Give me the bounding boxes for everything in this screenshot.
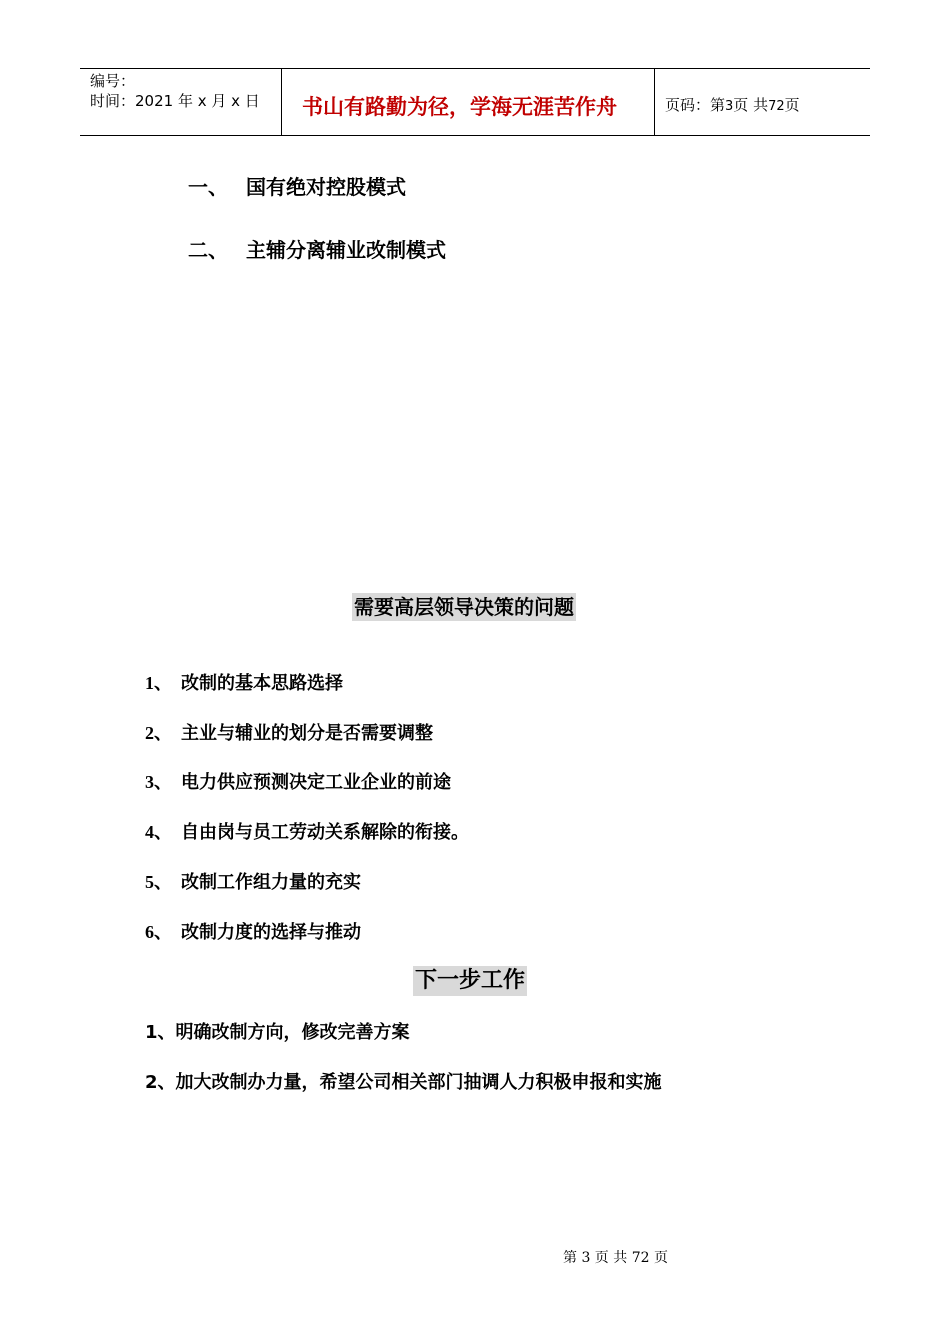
item-number: 3、 bbox=[145, 772, 172, 792]
item-number: 6、 bbox=[145, 922, 172, 942]
mode-mark: 一、 bbox=[188, 175, 228, 199]
page-info bbox=[665, 94, 800, 115]
page-footer: 第 3 页 共 72 页 bbox=[563, 1250, 668, 1266]
decision-item bbox=[145, 818, 469, 844]
item-text: 自由岗与员工劳动关系解除的衔接。 bbox=[181, 822, 469, 843]
item-text: 主业与辅业的划分是否需要调整 bbox=[181, 723, 433, 744]
page-header bbox=[80, 68, 870, 136]
next-step-item: 2、加大改制办力量，希望公司相关部门抽调人力积极申报和实施 bbox=[145, 1072, 662, 1093]
header-page-cell bbox=[655, 69, 870, 135]
page-suffix: 页 bbox=[784, 96, 800, 114]
decision-item bbox=[145, 868, 361, 894]
page-mid: 页 共 bbox=[733, 96, 769, 114]
decision-item bbox=[145, 768, 451, 794]
decision-item bbox=[145, 719, 433, 745]
date-label: 时间：2021 年 x 月 x 日 bbox=[90, 92, 260, 110]
header-meta bbox=[80, 69, 282, 135]
item-text: 改制工作组力量的充实 bbox=[181, 872, 361, 893]
mode-mark: 二、 bbox=[188, 238, 228, 262]
item-number: 4、 bbox=[145, 822, 172, 842]
item-number: 2、 bbox=[145, 723, 172, 743]
next-step-item: 1、明确改制方向，修改完善方案 bbox=[145, 1022, 410, 1043]
next-section-title: 下一步工作 bbox=[413, 966, 527, 996]
mode-item bbox=[188, 171, 406, 200]
decision-item bbox=[145, 669, 343, 695]
page-total: 72 bbox=[768, 99, 785, 114]
item-number: 1、 bbox=[145, 673, 172, 693]
item-number: 5、 bbox=[145, 872, 172, 892]
decision-section-title: 需要高层领导决策的问题 bbox=[354, 595, 574, 619]
item-text: 电力供应预测决定工业企业的前途 bbox=[181, 772, 451, 793]
mode-item bbox=[188, 234, 446, 263]
page-prefix: 页码：第 bbox=[665, 96, 726, 114]
motto: 书山有路勤为径，学海无涯苦作舟 bbox=[302, 95, 617, 119]
header-motto-cell bbox=[282, 69, 655, 135]
mode-text: 主辅分离辅业改制模式 bbox=[246, 238, 446, 262]
code-label: 编号： bbox=[90, 72, 136, 90]
page-current: 3 bbox=[725, 99, 734, 114]
mode-text: 国有绝对控股模式 bbox=[246, 175, 406, 199]
item-text: 改制的基本思路选择 bbox=[181, 673, 343, 694]
decision-item bbox=[145, 918, 361, 944]
item-text: 改制力度的选择与推动 bbox=[181, 922, 361, 943]
